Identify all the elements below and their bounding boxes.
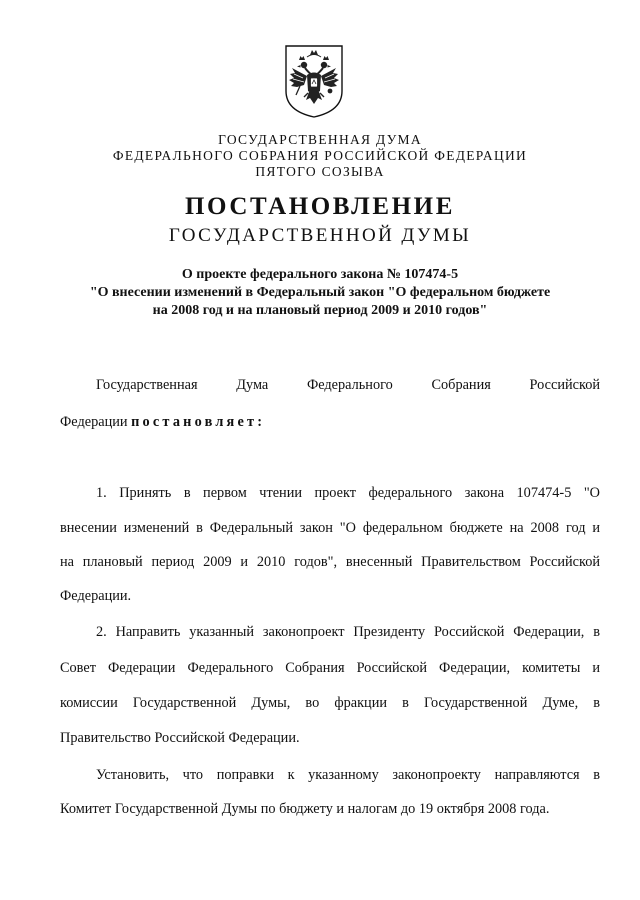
subject-line-2: "О внесении изменений в Федеральный закон "О федеральном бюджете bbox=[89, 285, 551, 300]
item-2-line-1: 2. Направить указанный законопроект Президенту Российской Федерации, в bbox=[96, 624, 600, 640]
document-subtitle: ГОСУДАРСТВЕННОЙ ДУМЫ bbox=[168, 225, 472, 246]
deadline-line-2: Комитет Государственной Думы по бюджету и налогам до 19 октября 2008 года. bbox=[60, 801, 550, 817]
preamble-line-1: Государственная Дума Федерального Собрания Российской bbox=[96, 377, 600, 393]
preamble-start: Федерации bbox=[60, 414, 132, 430]
item-2-line-2: Совет Федерации Федерального Собрания Российской Федерации, комитеты и bbox=[60, 660, 600, 676]
subject-line-1: О проекте федерального закона № 107474-5 bbox=[181, 267, 459, 282]
preamble-line-2 bbox=[60, 413, 600, 431]
subject-line-3: на 2008 год и на плановый период 2009 и 2010 годов" bbox=[152, 303, 488, 318]
item-2-line-3: комиссии Государственной Думы, во фракции в Государственной Думе, в bbox=[60, 695, 600, 711]
deadline-line-1: Установить, что поправки к указанному законопроекту направляются в bbox=[96, 767, 600, 783]
decree-word: постановляет: bbox=[131, 414, 266, 430]
item-1-line-3: на плановый период 2009 и 2010 годов", внесенный Правительством Российской bbox=[60, 554, 600, 570]
federal-assembly-line: ФЕДЕРАЛЬНОГО СОБРАНИЯ РОССИЙСКОЙ ФЕДЕРАЦИИ bbox=[112, 148, 528, 163]
item-1-line-4: Федерации. bbox=[60, 588, 132, 604]
duma-name-line: ГОСУДАРСТВЕННАЯ ДУМА bbox=[218, 132, 422, 147]
item-1-line-1: 1. Принять в первом чтении проект федерального закона 107474-5 "О bbox=[96, 485, 600, 501]
item-2-line-4: Правительство Российской Федерации. bbox=[60, 730, 300, 746]
item-1-line-2: внесении изменений в Федеральный закон "О федеральном бюджете на 2008 год и bbox=[60, 520, 600, 536]
coat-of-arms-emblem-icon bbox=[283, 43, 345, 119]
document-title: ПОСТАНОВЛЕНИЕ bbox=[184, 193, 456, 220]
convocation-line: ПЯТОГО СОЗЫВА bbox=[255, 164, 385, 179]
